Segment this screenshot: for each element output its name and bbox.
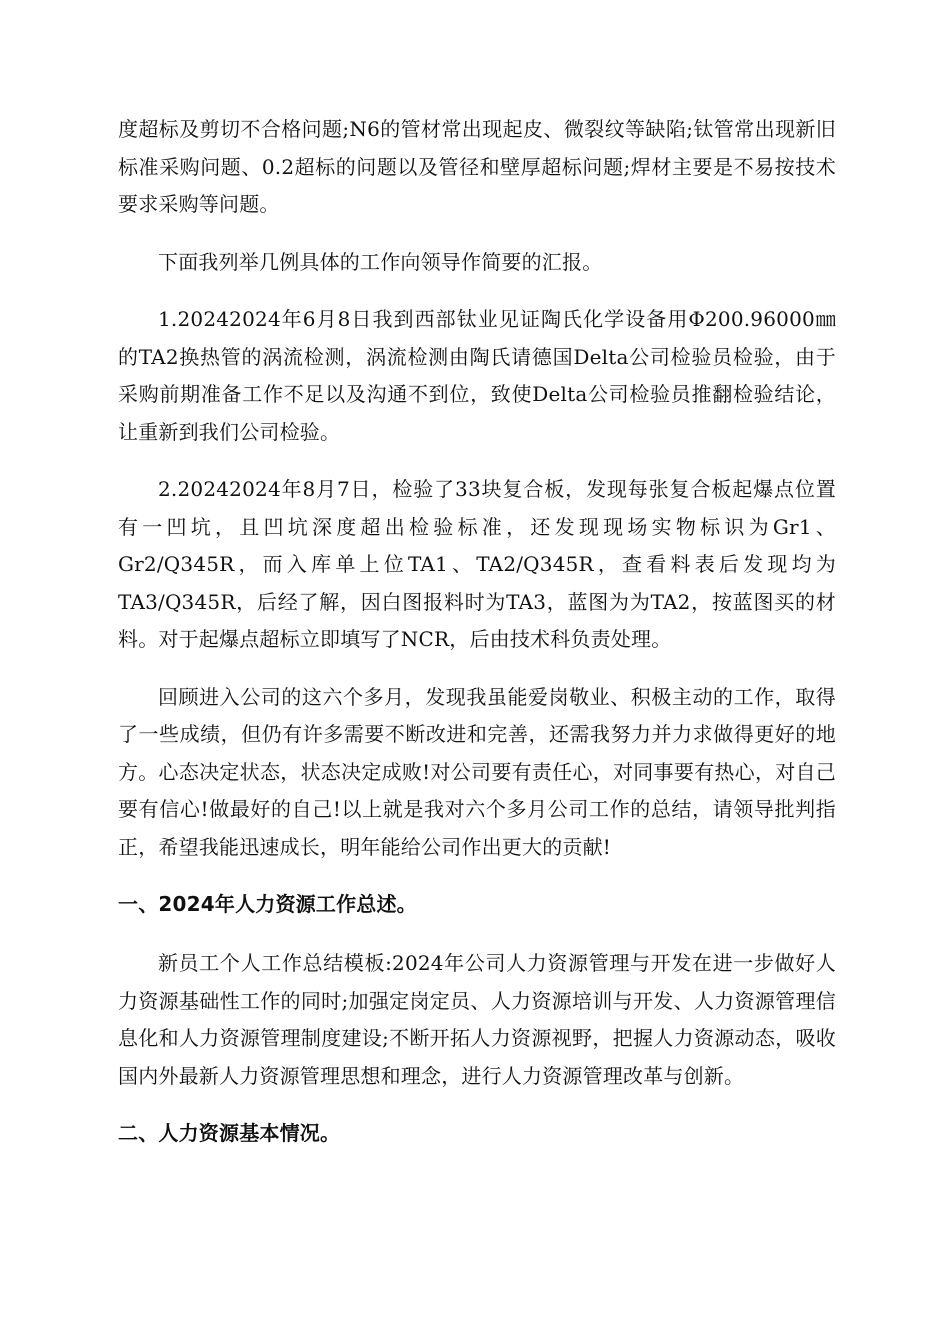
- paragraph-report-intro: 下面我列举几例具体的工作向领导作简要的汇报。: [158, 249, 603, 274]
- paragraph-review: 回顾进入公司的这六个多月，发现我虽能爱岗敬业、积极主动的工作，取得了一些成绩，但仍有许多需要不断改进和完善，还需我努力并力求做得更好的地方。心态决定状态，状态决定成败!对公司要有责任心，对同事要有热心，对自己要有信心!做最好的自己!以上就是我对六个多月公司工作的总结，请领导批判指正，希望我能迅速成长，明年能给公司作出更大的贡献!: [118, 684, 836, 859]
- section-heading-1: 一、2024年人力资源工作总述。: [118, 892, 417, 916]
- paragraph-example-2: 2.20242024年8月7日，检验了33块复合板，发现每张复合板起爆点位置有一凹坑，且凹坑深度超出检验标准，还发现现场实物标识为Gr1、Gr2/Q345R，而入库单上位TA1、TA2/Q345R，查看料表后发现均为TA3/Q345R，后经了解，因白图报料时为TA3，蓝图为为TA2，按蓝图买的材料。对于起爆点超标立即填写了NCR，后由技术科负责处理。: [118, 477, 836, 651]
- paragraph-continuation: 度超标及剪切不合格问题;N6的管材常出现起皮、微裂纹等缺陷;钛管常出现新旧标准采购问题、0.2超标的问题以及管径和壁厚超标问题;焊材主要是不易按技术要求采购等问题。: [118, 117, 836, 216]
- paragraph-example-1: 1.20242024年6月8日我到西部钛业见证陶氏化学设备用Φ200.96000㎜的TA2换热管的涡流检测，涡流检测由陶氏请德国Delta公司检验员检验，由于采购前期准备工作不足以及沟通不到位，致使Delta公司检验员推翻检验结论，让重新到我们公司检验。: [118, 307, 836, 444]
- document-body: [118, 111, 836, 1174]
- section-heading-2: 二、人力资源基本情况。: [118, 1121, 341, 1145]
- paragraph-section-1: 新员工个人工作总结模板:2024年公司人力资源管理与开发在进一步做好人力资源基础性工作的同时;加强定岗定员、人力资源培训与开发、人力资源管理信息化和人力资源管理制度建设;不断开拓人力资源视野，把握人力资源动态，吸收国内外最新人力资源管理思想和理念，进行人力资源管理改革与创新。: [118, 951, 836, 1088]
